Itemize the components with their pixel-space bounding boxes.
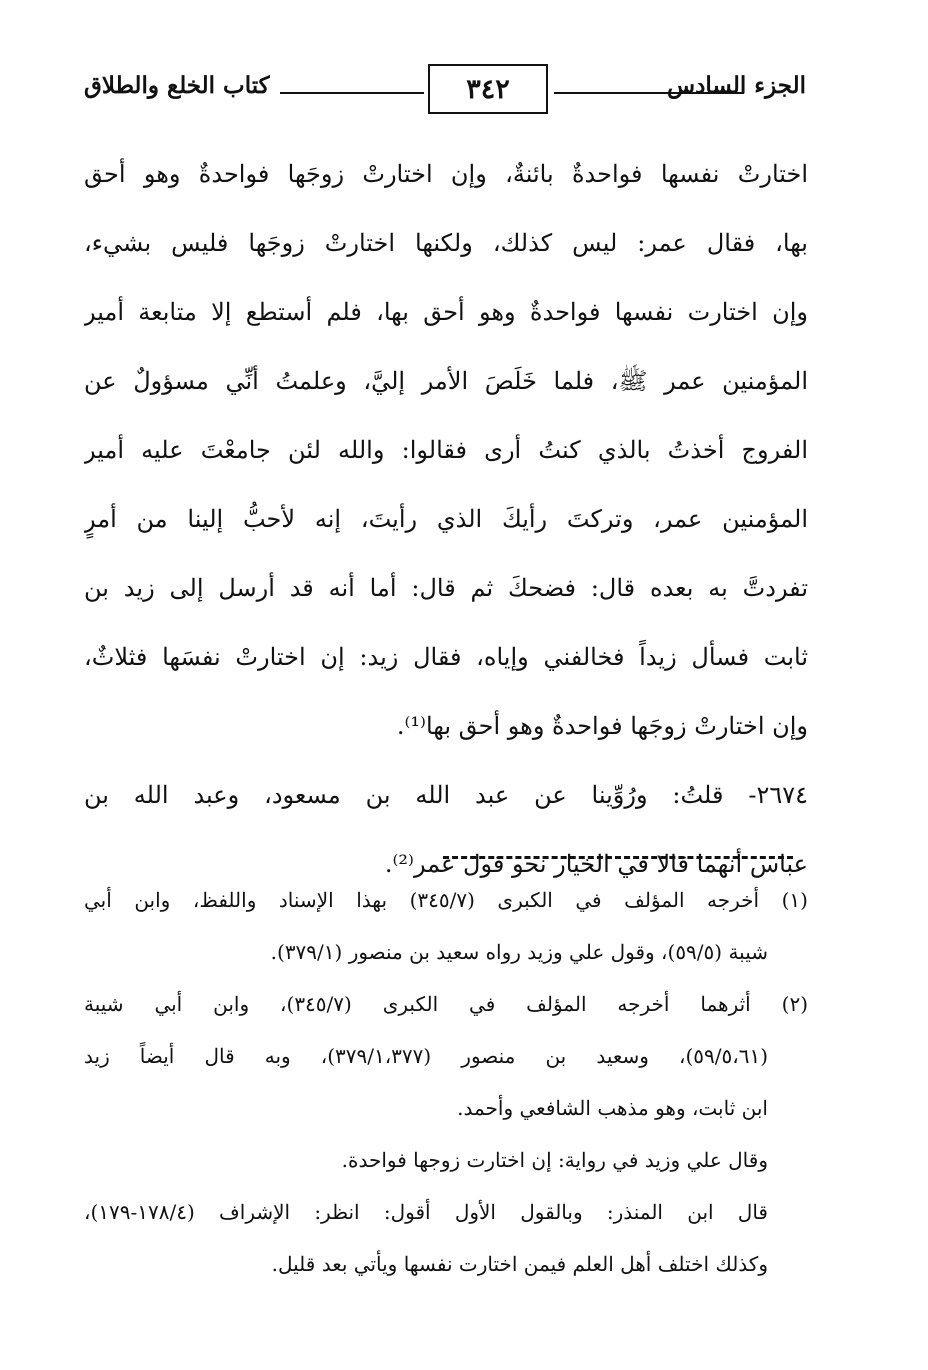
footnote-line: (١) أخرجه المؤلف في الكبرى (٣٤٥/٧) بهذا الإسناد واللفظ، وابن أبي (84, 888, 808, 912)
text-line: بها، فقال عمر: ليس كذلك، ولكنها اختارتْ زوجَها فليس بشيء، (84, 229, 808, 257)
footnote-line: وكذلك اختلف أهل العلم فيمن اختارت نفسها ويأتي بعد قليل. (271, 1252, 768, 1276)
page-number-box: ٣٤٢ (428, 64, 548, 114)
footnote-separator (443, 856, 793, 859)
footnote-line: (٥٩/٥،٦١)، وسعيد بن منصور (٣٧٩/١،٣٧٧)، وبه قال أيضاً زيد (84, 1044, 768, 1068)
text-line: المؤمنين عمر، وتركتَ رأيكَ الذي رأيتَ، إنه لأحبُّ إلينا من أمرٍ (84, 505, 808, 533)
main-text (84, 146, 808, 905)
footnote-line: ابن ثابت، وهو مذهب الشافعي وأحمد. (457, 1096, 768, 1120)
header-rule-right (554, 92, 744, 94)
text-line: اختارتْ نفسها فواحدةٌ بائنةٌ، وإن اختارتْ زوجَها فواحدةٌ وهو أحق (84, 160, 808, 188)
footnote-line: قال ابن المنذر: وبالقول الأول أقول: انظر: الإشراف (١٧٨/٤-١٧٩)، (84, 1200, 768, 1224)
text-line: عباس أنهما قالا في الخيار نحو قول عمر⁽²⁾. (384, 850, 808, 878)
text-line: المؤمنين عمر ﷺ، فلما خَلَصَ الأمر إليَّ، وعلمتُ أنِّي مسؤولٌ عن (84, 367, 808, 395)
footnote-line: شيبة (٥٩/٥)، وقول علي وزيد رواه سعيد بن منصور (٣٧٩/١). (270, 940, 768, 964)
text-line: وإن اختارتْ زوجَها فواحدةٌ وهو أحق بها⁽¹⁾. (396, 712, 808, 740)
text-line: ثابت فسأل زيداً فخالفني وإياه، فقال زيد: إن اختارتْ نفسَها فثلاثٌ، (84, 643, 808, 671)
text-line: ٢٦٧٤- قلتُ: ورُوِّينا عن عبد الله بن مسعود، وعبد الله بن (84, 781, 808, 809)
footnotes (84, 878, 808, 1294)
page-header (84, 64, 806, 124)
book-title: كتاب الخلع والطلاق (84, 72, 270, 99)
header-rule-left (280, 92, 424, 94)
footnote-line: وقال علي وزيد في رواية: إن اختارت زوجها فواحدة. (341, 1148, 768, 1172)
footnote-line: (٢) أثرهما أخرجه المؤلف في الكبرى (٣٤٥/٧)، وابن أبي شيبة (84, 992, 808, 1016)
text-line: تفردتَّ به بعده قال: فضحكَ ثم قال: أما أنه قد أرسل إلى زيد بن (84, 574, 808, 602)
text-line: وإن اختارت نفسها فواحدةٌ وهو أحق بها، فلم أستطع إلا متابعة أمير (84, 298, 808, 326)
text-line: الفروج أخذتُ بالذي كنتُ أرى فقالوا: والله لئن جامعْتَ عليه أمير (84, 436, 808, 464)
volume-label: الجزء السادس (667, 72, 806, 99)
